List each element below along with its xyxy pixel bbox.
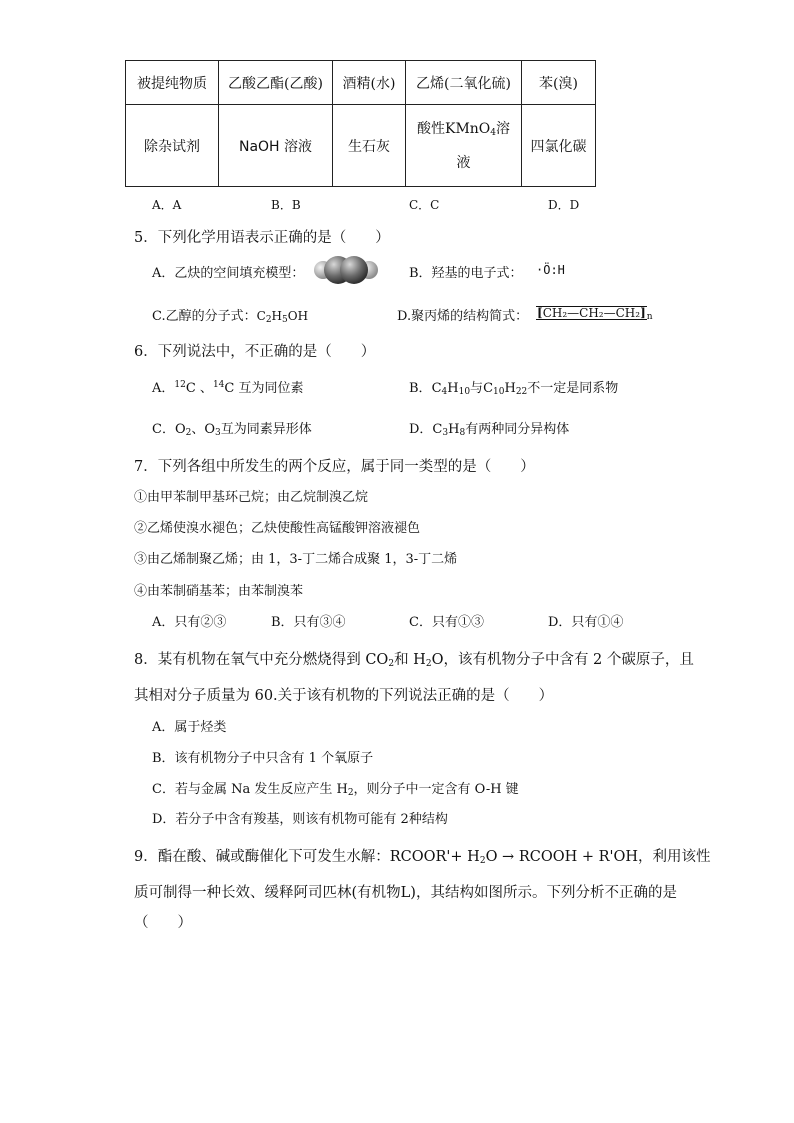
acetylene-space-filling-model [313,254,379,286]
q7-item-2: ②乙烯使溴水褪色；乙炔使酸性高锰酸钾溶液褪色 [134,521,421,536]
table-cell: NaOH 溶液 [219,105,333,187]
q8-option-c[interactable]: C．若与金属 Na 发生反应产生 $H_2$，则分子中一定含有 O-H 键 [152,782,519,798]
q7-item-4: ④由苯制硝基苯；由苯制溴苯 [134,584,304,599]
q7-item-1: ①由甲苯制甲基环己烷；由乙烷制溴乙烷 [134,490,369,505]
table-cell: 被提纯物质 [126,61,219,105]
q8-option-a[interactable]: A．属于烃类 [152,720,227,735]
q8-stem-line2: 其相对分子质量为 60.关于该有机物的下列说法正确的是（ ） [134,688,554,704]
purification-table [125,60,596,187]
q8-option-d[interactable]: D．若分子中含有羧基，则该有机物可能有 2种结构 [152,812,448,827]
q5-option-b[interactable]: B．羟基的电子式： [409,266,523,281]
table-row [126,105,596,187]
q7-option-c[interactable]: C．只有①③ [409,615,484,630]
q9-stem-line2: 质可制得一种长效、缓释阿司匹林(有机物L)，其结构如图所示。下列分析不正确的是 [134,885,677,901]
q4-option-a[interactable]: A．A [152,198,182,212]
q7-item-3: ③由乙烯制聚乙烯；由 1，3-丁二烯合成聚 1，3-丁二烯 [134,552,458,567]
table-cell: 乙烯(二氧化硫) [406,61,522,105]
q9-stem-line3: （ ） [134,915,192,931]
q4-option-b[interactable]: B．B [271,198,301,212]
q6-option-c[interactable]: C．$O_2$、$O_3$互为同素异形体 [152,422,312,438]
table-cell: 四氯化碳 [522,105,596,187]
q9-stem-line1: 9．酯在酸、碱或酶催化下可发生水解：RCOOR'+ $H_2O$ → RCOOH + R'OH，利用该性 [134,849,711,866]
hydroxyl-electron-formula: ·Ö:H [536,263,565,277]
q7-stem: 7．下列各组中所发生的两个反应，属于同一类型的是（ ） [134,459,535,475]
kmno4-subscript: 4 [490,127,497,138]
q5-stem: 5．下列化学用语表示正确的是（ ） [134,230,390,246]
q7-option-d[interactable]: D．只有①④ [548,615,624,630]
q5-c-label: C.乙醇的分子式： [152,309,257,324]
kmno4-line2: 液 [456,154,471,171]
table-cell: 乙酸乙酯(乙酸) [219,61,333,105]
q5-option-d[interactable] [397,305,528,324]
table-cell: 酒精(水) [333,61,406,105]
q4-option-c[interactable]: C．C [409,198,440,212]
carbon-atom [340,256,368,284]
q5-c-formula: $C_2H_5OH$ [256,309,309,325]
kmno4-text: 酸性KMnO [416,120,491,137]
table-row [126,61,596,105]
q6-option-d[interactable]: D．$C_3H_8$有两种同分异构体 [409,422,570,438]
q5-option-c[interactable] [152,305,308,325]
table-cell: 苯(溴) [522,61,596,105]
q6-option-b[interactable]: B．$C_4H_{10}$与$C_{10}H_{22}$不一定是同系物 [409,381,619,397]
table-cell [406,105,522,187]
polypropylene-formula: $[CH_2—CH_2—CH_2]_n$ [537,306,653,322]
q5-option-a[interactable]: A．乙炔的空间填充模型： [152,266,305,281]
q7-option-b[interactable]: B．只有③④ [271,615,346,630]
q6-stem: 6．下列说法中，不正确的是（ ） [134,344,376,360]
q7-option-a[interactable]: A．只有②③ [152,615,227,630]
q8-stem-line1: 8．某有机物在氧气中充分燃烧得到 $CO_2$和 $H_2O$，该有机物分子中含有 2 个碳原子，且 [134,652,694,669]
table-cell: 除杂试剂 [126,105,219,187]
table-cell: 生石灰 [333,105,406,187]
q6-option-a[interactable]: A．$^{12}$C 、$^{14}$C 互为同位素 [152,380,304,396]
q5-d-label: D.聚丙烯的结构简式： [397,309,529,324]
q8-option-b[interactable]: B．该有机物分子中只含有 1 个氧原子 [152,751,374,766]
q4-option-d[interactable]: D．D [548,198,580,212]
kmno4-suffix: 溶 [496,120,511,137]
